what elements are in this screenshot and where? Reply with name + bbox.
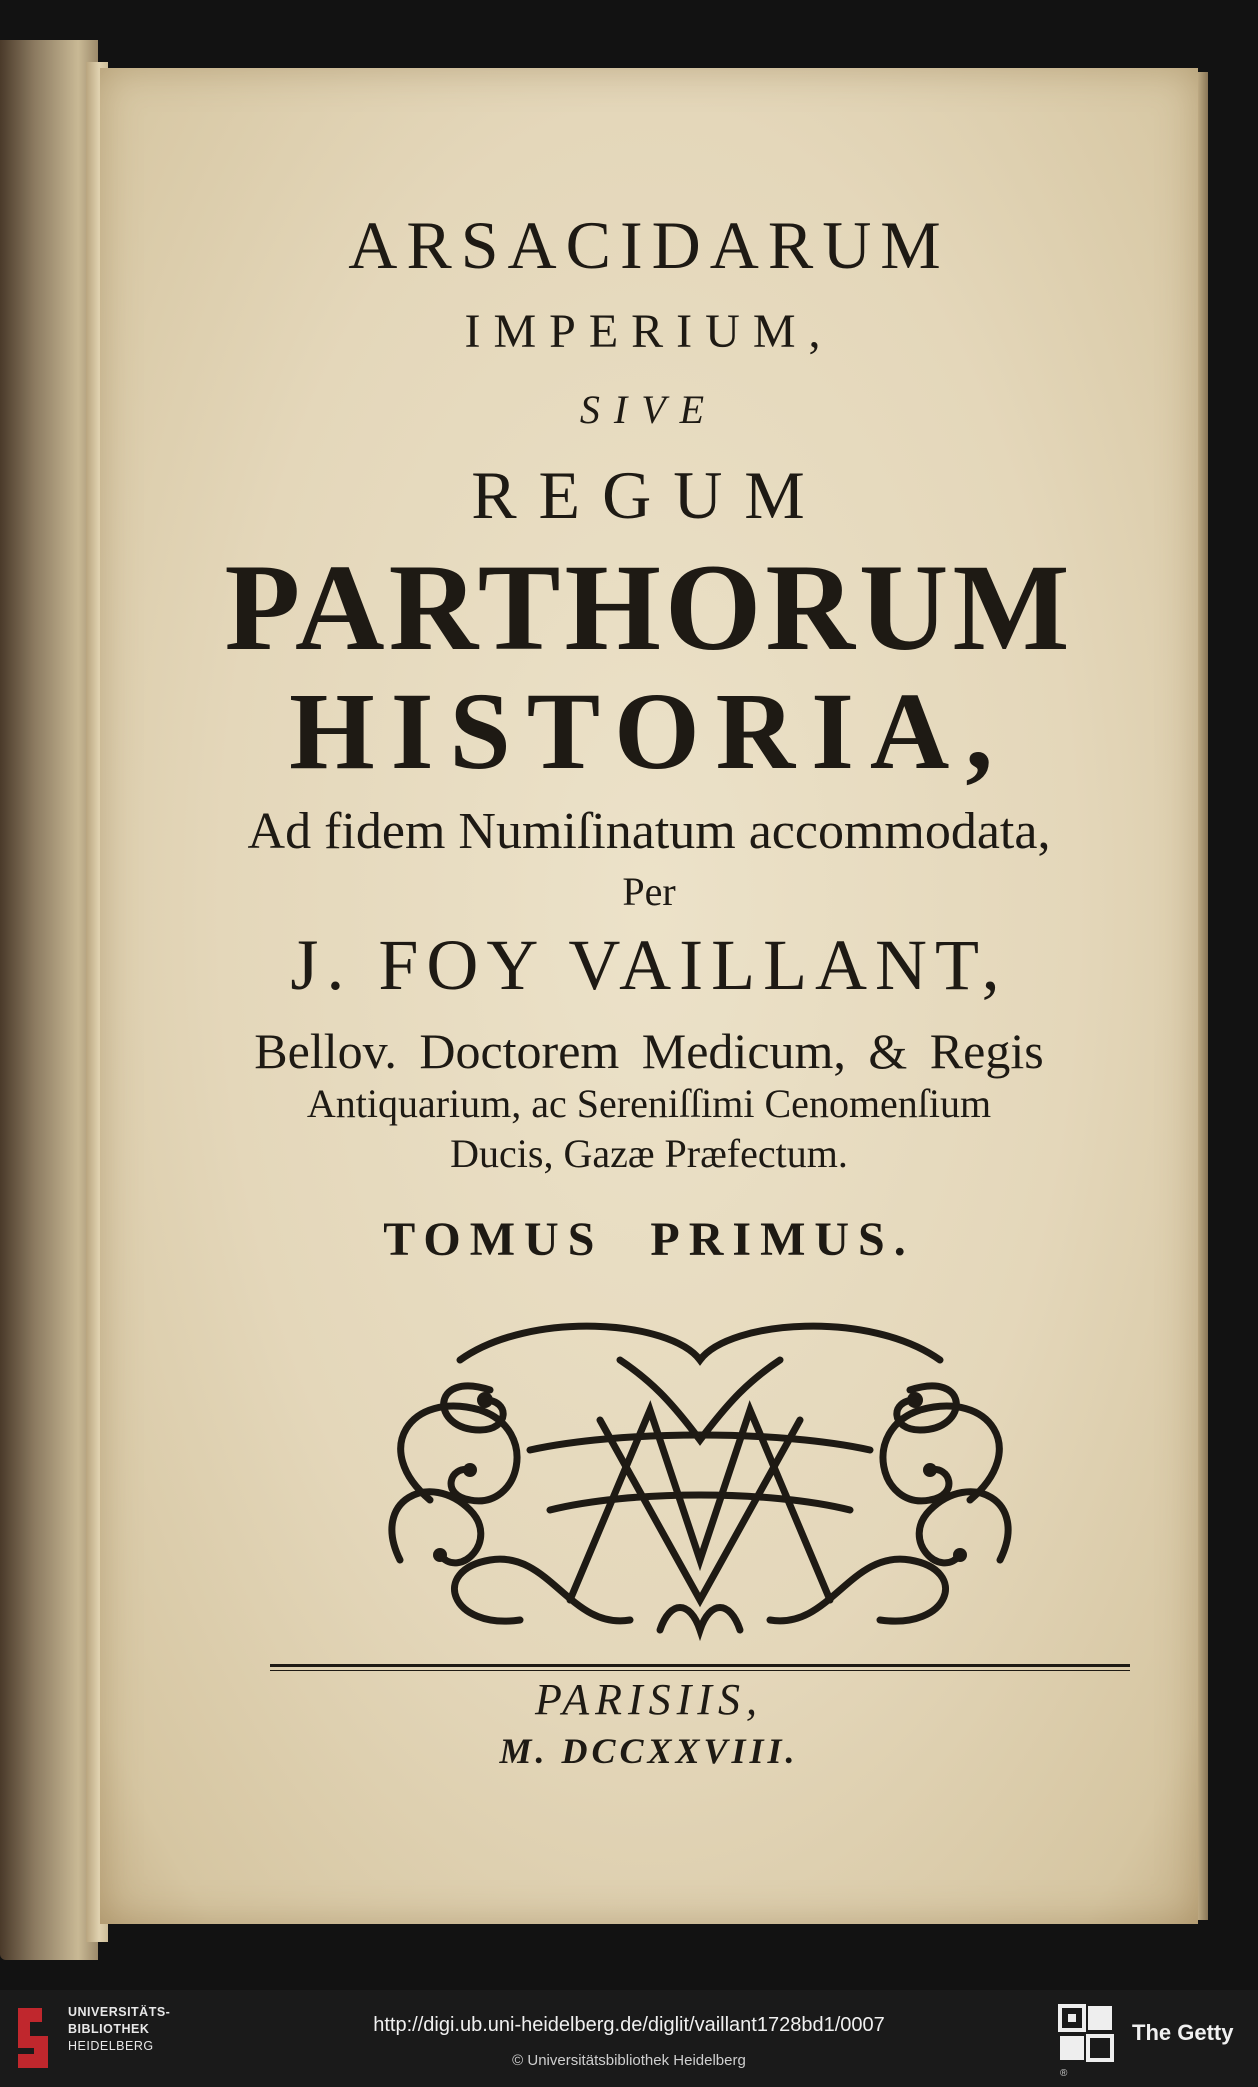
library-name-line-3: HEIDELBERG: [68, 2039, 154, 2053]
partner-registered-mark: ®: [1060, 2068, 1068, 2079]
permalink-url[interactable]: http://digi.ub.uni-heidelberg.de/diglit/vaillant1728bd1/0007: [373, 2014, 885, 2036]
per-line: Per: [622, 869, 676, 914]
imprint-rule-thin: [270, 1670, 1130, 1671]
author-title-line-2: Antiquarium, ac Sereniſſimi Cenomenſium: [306, 1081, 992, 1126]
library-name-line-2: BIBLIOTHEK: [68, 2022, 150, 2036]
title-line-sive: SIVE: [579, 387, 719, 432]
title-line-regum: REGUM: [471, 457, 827, 533]
copyright-notice: © Universitätsbibliothek Heidelberg: [512, 2052, 746, 2069]
partner-name: The Getty: [1132, 2020, 1234, 2045]
author-name: J. FOY VAILLANT,: [290, 925, 1008, 1005]
getty-logo-icon: [1058, 2004, 1114, 2072]
author-title-line-1: Bellov. Doctorem Medicum, & Regis: [254, 1023, 1044, 1079]
title-page: [100, 68, 1198, 1924]
imprint-year: M. DCCXXVIII.: [499, 1731, 799, 1771]
title-line-imperium: IMPERIUM,: [464, 305, 834, 358]
title-line-arsacidarum: ARSACIDARUM: [348, 207, 950, 283]
viewer-footer: [0, 1990, 1258, 2087]
imprint-place: PARISIIS,: [535, 1675, 763, 1724]
subtitle-line: Ad fidem Numiſinatum accommodata,: [247, 803, 1051, 860]
author-title-line-3: Ducis, Gazæ Præfectum.: [450, 1131, 848, 1176]
book-spine: [0, 40, 98, 1960]
title-line-historia: HISTORIA,: [289, 670, 1009, 792]
title-line-parthorum: PARTHORUM: [224, 539, 1074, 676]
monogram-ornament-icon: [370, 1300, 1030, 1645]
volume-label: TOMUS PRIMUS.: [383, 1213, 915, 1266]
page-edge: [1198, 72, 1208, 1920]
library-name-line-1: UNIVERSITÄTS-: [68, 2005, 171, 2019]
imprint-rule: [270, 1664, 1130, 1667]
